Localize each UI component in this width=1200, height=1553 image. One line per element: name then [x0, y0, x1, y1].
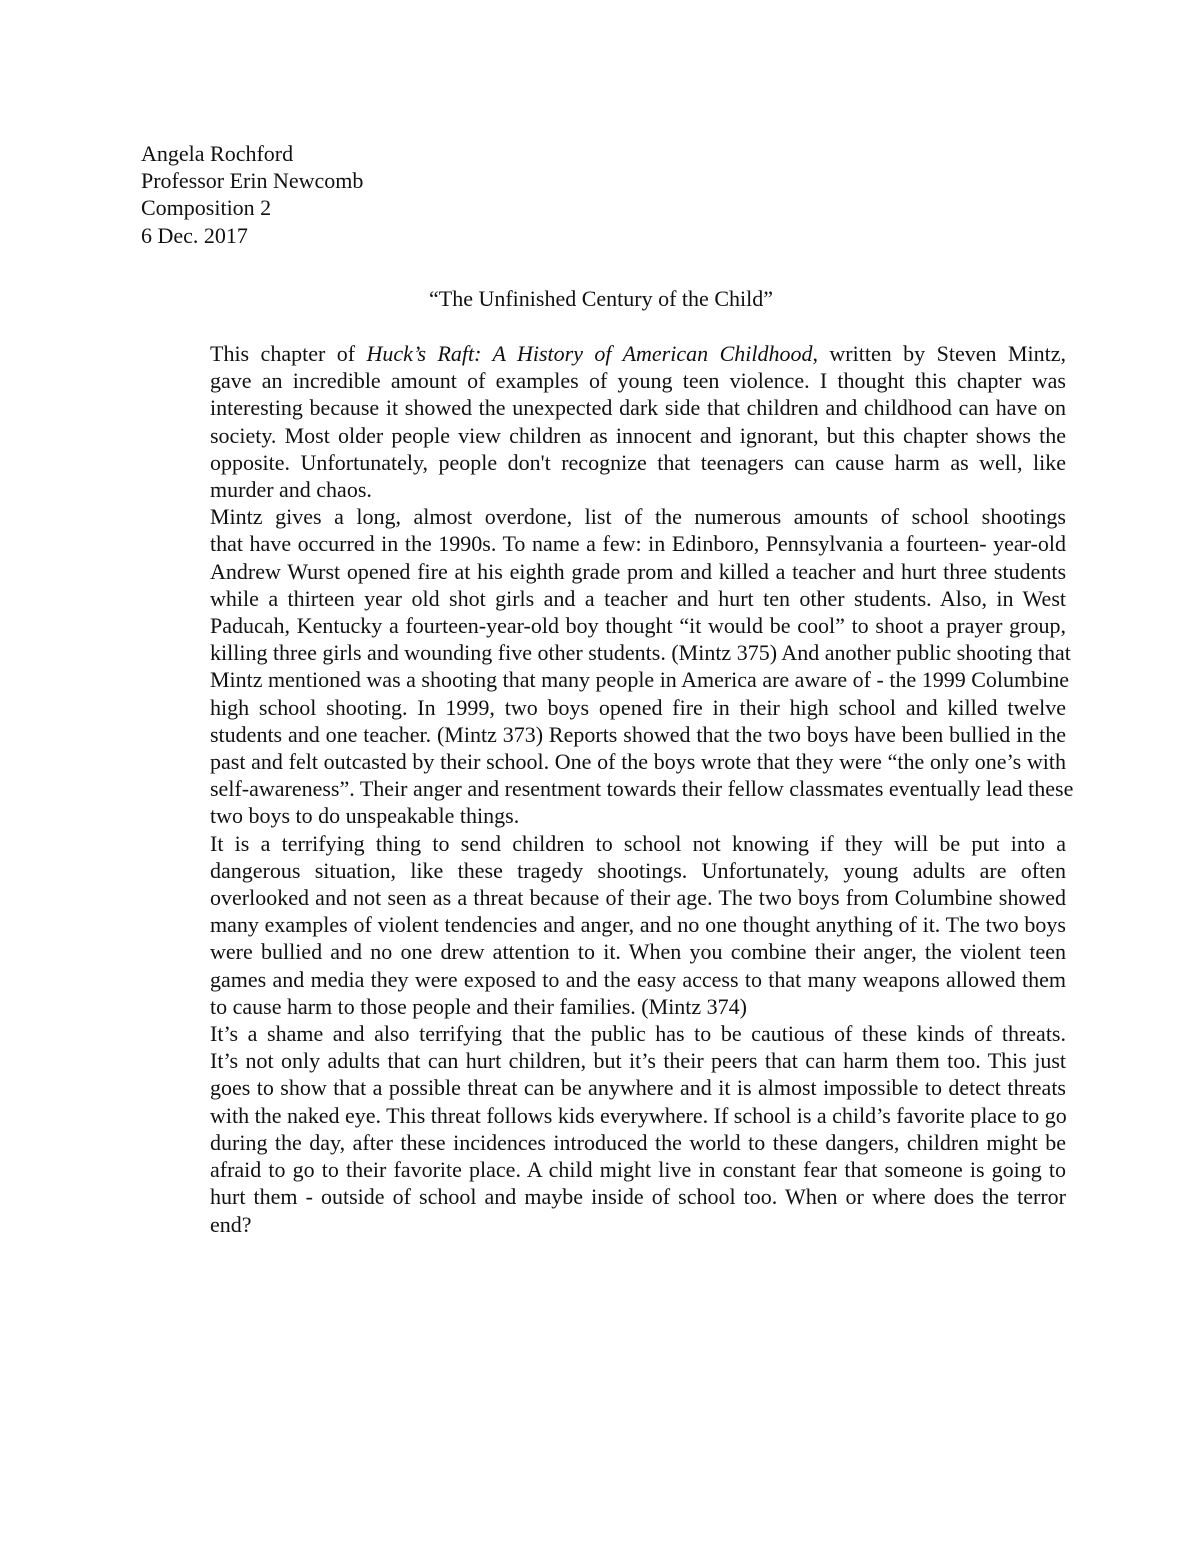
paragraph-line: with the naked eye. This threat follows kids everywhere. If school is a child’s favorite place to go [210, 1102, 1067, 1128]
paragraph-line: society. Most older people view children as innocent and ignorant, but this chapter shows the [210, 422, 1066, 448]
paragraph-line: Paducah, Kentucky a fourteen-year-old boy thought “it would be cool” to shoot a prayer group, [210, 613, 1066, 639]
paragraph-line: gave an incredible amount of examples of young teen violence. I thought this chapter was [210, 368, 1066, 394]
paragraph-line: Mintz gives a long, almost overdone, list of the numerous amounts of school shootings [210, 504, 1066, 530]
course-name: Composition 2 [141, 195, 272, 221]
paragraph-line: Mintz mentioned was a shooting that many people in America are aware of - the 1999 Columbine [210, 667, 1069, 693]
text-run: This chapter of [210, 341, 367, 366]
essay-title: “The Unfinished Century of the Child” [429, 286, 773, 311]
paragraph-line: hurt them - outside of school and maybe inside of school too. When or where does the terror [210, 1184, 1066, 1210]
paragraph-line: interesting because it showed the unexpected dark side that children and childhood can have on [210, 395, 1066, 421]
paragraph [141, 340, 1066, 503]
text-run: , written by Steven Mintz, [812, 341, 1067, 366]
essay-body [141, 340, 1074, 1238]
book-title: Huck’s Raft: A History of American Childhood [366, 341, 813, 366]
paragraph [141, 503, 1074, 829]
paragraph-line: dangerous situation, like these tragedy shootings. Unfortunately, young adults are often [210, 857, 1066, 883]
paragraph-line: to cause harm to those people and their families. (Mintz 374) [210, 993, 748, 1019]
paragraph-line: goes to show that a possible threat can be anywhere and it is almost impossible to detect threats [210, 1075, 1066, 1101]
paragraph-line: opposite. Unfortunately, people don't recognize that teenagers can cause harm as well, like [210, 449, 1066, 475]
paragraph-line: past and felt outcasted by their school. One of the boys wrote that they were “the only one’s with [210, 749, 1066, 775]
professor-name: Professor Erin Newcomb [141, 168, 364, 194]
paragraph-line: Andrew Wurst opened fire at his eighth grade prom and killed a teacher and hurt three students [210, 558, 1066, 584]
paragraph-line: murder and chaos. [210, 477, 372, 503]
paragraph-line: It’s a shame and also terrifying that the public has to be cautious of these kinds of threats. [210, 1021, 1066, 1047]
paragraph-line [141, 340, 1066, 367]
paragraph-line: many examples of violent tendencies and anger, and no one thought anything of it. The two boys [210, 912, 1066, 938]
paragraph-line: games and media they were exposed to and the easy access to that many weapons allowed them [210, 966, 1066, 992]
essay-date: 6 Dec. 2017 [141, 222, 248, 248]
paragraph-line: self-awareness”. Their anger and resentment towards their fellow classmates eventually lead these [210, 776, 1074, 802]
paragraph-line: students and one teacher. (Mintz 373) Reports showed that the two boys have been bullied in the [210, 721, 1066, 747]
paragraph-line: high school shooting. In 1999, two boys opened fire in their high school and killed twelve [210, 694, 1066, 720]
paragraph-line: afraid to go to their favorite place. A child might live in constant fear that someone is going to [210, 1157, 1066, 1183]
paragraph-line: that have occurred in the 1990s. To name a few: in Edinboro, Pennsylvania a fourteen- year-old [210, 531, 1066, 557]
paragraph-line: were bullied and no one drew attention to it. When you combine their anger, the violent teen [210, 939, 1066, 965]
paragraph [141, 830, 1066, 1020]
author-name: Angela Rochford [141, 141, 294, 166]
paragraph-line: It is a terrifying thing to send children to school not knowing if they will be put into a [210, 830, 1066, 856]
paragraph-line: overlooked and not seen as a threat because of their age. The two boys from Columbine showed [210, 885, 1066, 911]
paragraph-line: two boys to do unspeakable things. [210, 803, 520, 829]
paragraph-line: while a thirteen year old shot girls and a teacher and hurt ten other students. Also, in West [210, 585, 1066, 611]
paragraph [141, 1020, 1066, 1238]
paragraph-line: end? [210, 1211, 252, 1237]
paragraph-line: It’s not only adults that can hurt children, but it’s their peers that can harm them too. This just [210, 1048, 1066, 1074]
paragraph-line: during the day, after these incidences introduced the world to these dangers, children might be [210, 1129, 1066, 1155]
essay-heading [141, 140, 1061, 249]
paragraph-line: killing three girls and wounding five other students. (Mintz 375) And another public shooting that [210, 640, 1071, 666]
